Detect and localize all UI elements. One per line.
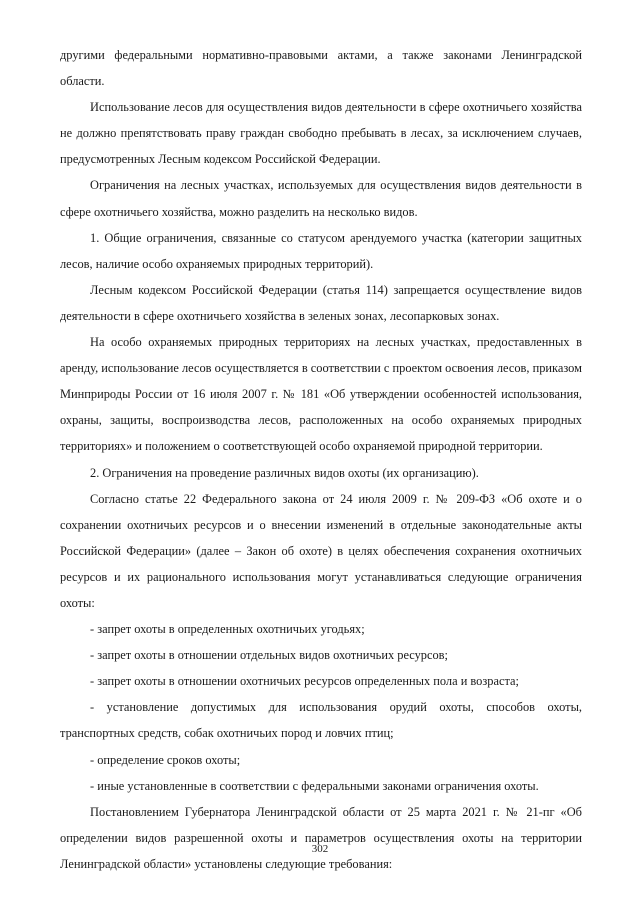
list-item: - запрет охоты в отношении отдельных видов охотничьих ресурсов; <box>90 648 448 663</box>
list-item: - запрет охоты в отношении охотничьих ресурсов определенных пола и возраста; <box>90 674 519 689</box>
paragraph-article-22: Согласно статье 22 Федерального закона от 24 июля 2009 г. № 209-ФЗ «Об охоте и о сохранении охотничьих ресурсов и о внесении изменений в отдельные законодательные акты Российской Федерации» (далее – Закон об охоте) в целях обеспечения сохранения охотничьих ресурсов и их рационального использования могут устанавливаться следующие ограничения охоты: <box>60 491 582 610</box>
paragraph-forest-use: Использование лесов для осуществления видов деятельности в сфере охотничьего хозяйства не должно препятствовать праву граждан свободно пребывать в лесах, за исключением случаев, предусмотренных Лесным кодексом Российской Федерации. <box>60 100 582 167</box>
paragraph-continuation: другими федеральными нормативно-правовыми актами, а также законами Ленинградской области. <box>60 48 582 89</box>
paragraph-general-restrictions: 1. Общие ограничения, связанные со статусом арендуемого участка (категории защитных лесов, наличие особо охраняемых природных территорий). <box>60 230 582 271</box>
paragraph-protected-areas: На особо охраняемых природных территориях на лесных участках, предоставленных в аренду, использование лесов осуществляется в соответствии с проектом освоения лесов, приказом Минприроды России от 16 июля 2007 г. № 181 «Об утверждении особенностей использования, охраны, защиты, воспроизводства лесов, расположенных на особо охраняемых природных территориях» и положением о соответствующей особо охраняемой природной территории. <box>60 335 582 454</box>
paragraph-governor-decree: Постановлением Губернатора Ленинградской области от 25 марта 2021 г. № 21-пг «Об определении видов разрешенной охоты и параметров осуществления охоты на территории Ленинградской области» установлены следующие требования: <box>60 804 582 871</box>
list-item: - иные установленные в соответствии с федеральными законами ограничения охоты. <box>90 778 539 793</box>
paragraph-restrictions-intro: Ограничения на лесных участках, используемых для осуществления видов деятельности в сфере охотничьего хозяйства, можно разделить на несколько видов. <box>60 178 582 219</box>
document-page <box>60 42 582 877</box>
list-item: - запрет охоты в определенных охотничьих угодьях; <box>90 622 365 637</box>
paragraph-forest-code-114: Лесным кодексом Российской Федерации (статья 114) запрещается осуществление видов деятельности в сфере охотничьего хозяйства в зеленых зонах, лесопарковых зонах. <box>60 282 582 323</box>
list-item: - установление допустимых для использования орудий охоты, способов охоты, транспортных средств, собак охотничьих пород и ловчих птиц; <box>60 700 582 741</box>
page-number: 302 <box>311 843 329 855</box>
list-item: - определение сроков охоты; <box>90 752 241 767</box>
paragraph-hunting-restrictions: 2. Ограничения на проведение различных видов охоты (их организацию). <box>90 465 479 480</box>
